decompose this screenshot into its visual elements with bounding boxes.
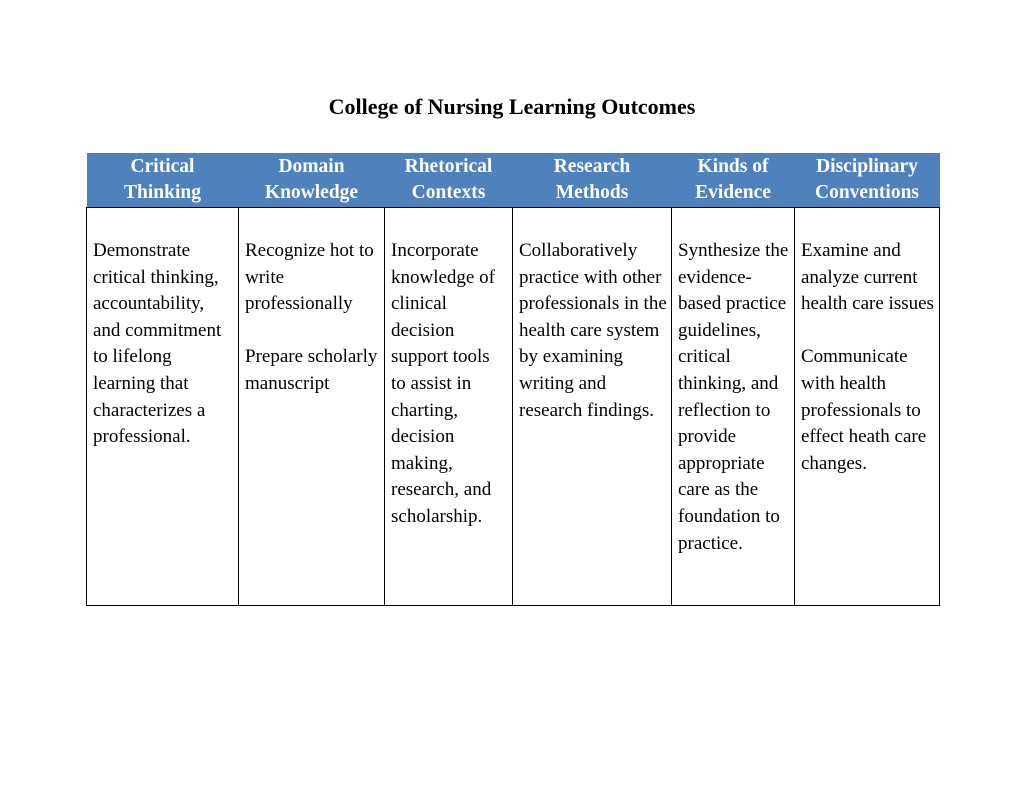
column-header-research-methods [513,153,672,208]
cell-paragraph: Synthesize the evidence-based practice guidelines, critical thinking, and reflection to provide appropriate care as the foundation to practice. [678,240,789,554]
cell-paragraph: Collaboratively practice with other professionals in the health care system by examining writing and research findings. [519,240,667,421]
cell-kinds-of-evidence [672,208,795,606]
header-line: Contexts [411,182,486,203]
table-row [87,208,940,606]
header-line: Conventions [814,182,920,203]
cell-paragraph: Prepare scholarly manuscript [245,346,378,394]
learning-outcomes-table [86,153,940,606]
header-line: Domain [278,156,345,177]
cell-domain-knowledge [239,208,385,606]
page-title: College of Nursing Learning Outcomes [328,94,696,119]
table-header-row [87,153,940,208]
cell-rhetorical-contexts [385,208,513,606]
cell-paragraph: Communicate with health professionals to effect heath care changes. [801,346,927,474]
header-line: Rhetorical [404,156,493,177]
cell-paragraph: Demonstrate critical thinking, accountability, and commitment to lifelong learning that characterizes a professional. [93,240,222,448]
header-line: Disciplinary [816,156,918,177]
cell-research-methods [513,208,672,606]
column-header-critical-thinking [87,153,239,208]
column-header-domain-knowledge [239,153,385,208]
cell-paragraph: Incorporate knowledge of clinical decision support tools to assist in charting, decision making, research, and scholarship. [391,240,495,527]
cell-disciplinary-conventions [795,208,940,606]
header-line: Critical [130,156,195,177]
header-line: Thinking [124,182,201,203]
header-line: Research [553,156,631,177]
cell-critical-thinking [87,208,239,606]
column-header-kinds-of-evidence [672,153,795,208]
header-line: Methods [555,182,629,203]
header-line: Evidence [695,182,771,203]
column-header-rhetorical-contexts [385,153,513,208]
header-line: Kinds of [697,156,769,177]
cell-paragraph: Recognize hot to write professionally [245,240,374,315]
cell-paragraph: Examine and analyze current health care issues [801,240,934,315]
header-line: Knowledge [264,182,359,203]
column-header-disciplinary-conventions [795,153,940,208]
